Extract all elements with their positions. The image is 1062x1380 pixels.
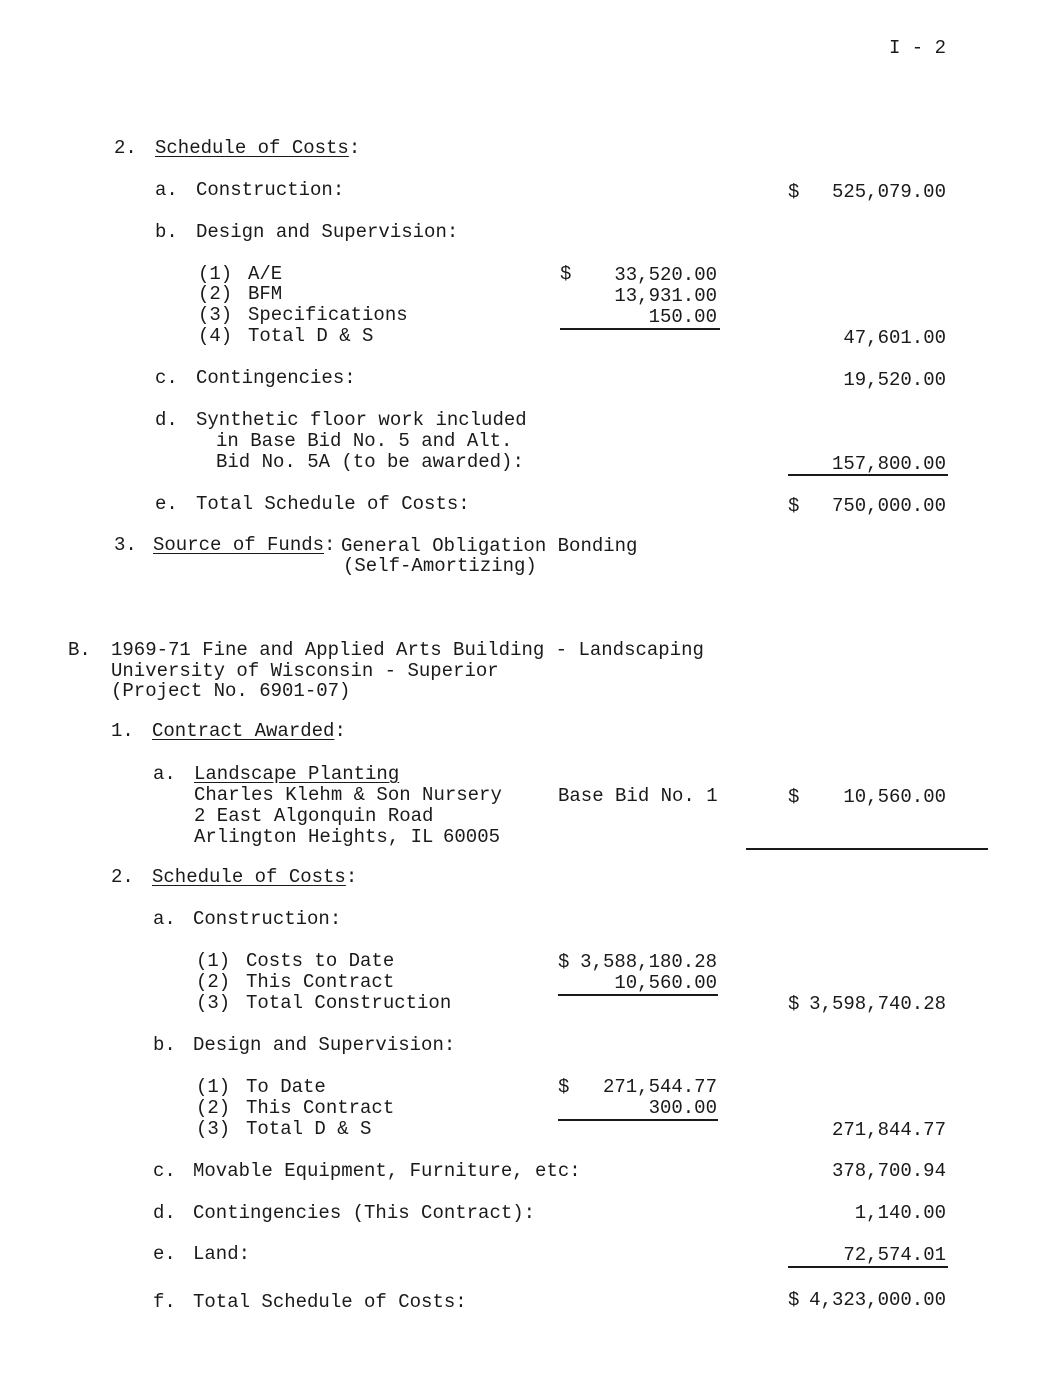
- contract-item-letter: a.: [153, 763, 176, 785]
- equipment-amount: 378,700.94: [831, 1160, 946, 1182]
- construction-item-num: (1): [196, 950, 231, 972]
- design-item-label: To Date: [246, 1076, 326, 1098]
- design-item-label: BFM: [248, 283, 283, 305]
- subtotal-rule: [788, 1266, 948, 1268]
- total-amount: 750,000.00: [831, 495, 946, 517]
- design-item-num: (2): [196, 1097, 231, 1119]
- total-amount: 4,323,000.00: [809, 1289, 946, 1311]
- design-label: Design and Supervision:: [196, 221, 459, 243]
- design-item-label: Specifications: [248, 304, 408, 326]
- synthetic-line: Synthetic floor work included: [196, 409, 527, 431]
- construction-total-amount: 3,598,740.28: [809, 993, 946, 1015]
- design-total-amount: 271,844.77: [831, 1119, 946, 1141]
- contractor-address: 2 East Algonquin Road: [194, 805, 434, 827]
- section-letter: B.: [68, 639, 91, 661]
- contingencies-label: Contingencies:: [196, 367, 356, 389]
- land-label: Land:: [193, 1243, 251, 1265]
- construction-letter: a.: [153, 908, 176, 930]
- construction-item-num: (2): [196, 971, 231, 993]
- construction-item-amount: 10,560.00: [614, 972, 717, 994]
- construction-item-amount: 3,588,180.28: [580, 951, 717, 973]
- total-dollar: $: [788, 1289, 800, 1311]
- design-label: Design and Supervision:: [193, 1034, 456, 1056]
- design-item-num: (3): [196, 1118, 231, 1140]
- total-letter: e.: [155, 493, 178, 515]
- synthetic-line: in Base Bid No. 5 and Alt.: [216, 430, 513, 452]
- schedule-number: 2.: [114, 137, 137, 159]
- design-item-amount: 13,931.00: [614, 285, 717, 307]
- total-letter: f.: [153, 1291, 176, 1313]
- design-item-num: (2): [198, 283, 233, 305]
- construction-item-label: Total Construction: [246, 992, 452, 1014]
- contingencies-letter: c.: [155, 367, 178, 389]
- bid-label: Base Bid No. 1: [558, 785, 718, 807]
- subtotal-rule: [558, 994, 718, 996]
- design-item-label: This Contract: [246, 1097, 395, 1119]
- design-item-amount: 271,544.77: [602, 1076, 717, 1098]
- construction-dollar: $: [788, 181, 800, 203]
- total-dollar: $: [788, 495, 800, 517]
- separator-rule: [746, 848, 988, 850]
- design-item-label: Total D & S: [248, 325, 374, 347]
- synthetic-amount: 157,800.00: [831, 453, 946, 475]
- construction-item-num: (3): [196, 992, 231, 1014]
- funds-heading: Source of Funds:: [153, 534, 336, 556]
- funds-number: 3.: [114, 534, 137, 556]
- design-item-label: Total D & S: [246, 1118, 372, 1140]
- contract-item-title: Landscape Planting: [194, 763, 400, 785]
- design-total-amount: 47,601.00: [843, 327, 946, 349]
- design-item-amount: 300.00: [648, 1097, 717, 1119]
- land-amount: 72,574.01: [843, 1244, 946, 1266]
- page-number: I - 2: [888, 37, 946, 59]
- construction-label: Construction:: [196, 179, 345, 201]
- contingencies-amount: 19,520.00: [843, 369, 946, 391]
- contractor-city: Arlington Heights, IL: [194, 826, 434, 848]
- project-number: (Project No. 6901-07): [111, 680, 351, 702]
- design-item-amount: 150.00: [648, 306, 717, 328]
- subtotal-rule: [560, 328, 720, 330]
- design-item-num: (1): [196, 1076, 231, 1098]
- subtotal-rule: [558, 1119, 718, 1121]
- contract-dollar: $: [788, 786, 800, 808]
- construction-item-label: Costs to Date: [246, 950, 395, 972]
- design-item-label: A/E: [248, 263, 283, 285]
- design-item-num: (3): [198, 304, 233, 326]
- construction-item-label: This Contract: [246, 971, 395, 993]
- contractor-name: Charles Klehm & Son Nursery: [194, 784, 502, 806]
- schedule-heading: Schedule of Costs:: [152, 866, 358, 888]
- equipment-label: Movable Equipment, Furniture, etc:: [193, 1160, 581, 1182]
- total-label: Total Schedule of Costs:: [193, 1291, 467, 1313]
- schedule-number: 2.: [111, 866, 134, 888]
- construction-item-dollar: $: [558, 951, 570, 973]
- design-letter: b.: [153, 1034, 176, 1056]
- total-label: Total Schedule of Costs:: [196, 493, 470, 515]
- synthetic-letter: d.: [155, 409, 178, 431]
- schedule-heading: Schedule of Costs:: [155, 137, 361, 159]
- design-item-amount: 33,520.00: [614, 264, 717, 286]
- equipment-letter: c.: [153, 1160, 176, 1182]
- funds-line: (Self-Amortizing): [343, 555, 537, 577]
- design-item-num: (4): [198, 325, 233, 347]
- design-item-dollar: $: [558, 1076, 570, 1098]
- contingencies-amount: 1,140.00: [854, 1202, 946, 1224]
- contingencies-letter: d.: [153, 1202, 176, 1224]
- construction-amount: 525,079.00: [831, 181, 946, 203]
- construction-letter: a.: [155, 179, 178, 201]
- design-item-dollar: $: [560, 263, 572, 285]
- land-letter: e.: [153, 1243, 176, 1265]
- design-item-num: (1): [198, 263, 233, 285]
- contract-number: 1.: [111, 720, 134, 742]
- contractor-zip: 60005: [443, 826, 501, 848]
- section-subtitle: University of Wisconsin - Superior: [111, 660, 499, 682]
- contract-heading: Contract Awarded:: [152, 720, 346, 742]
- contract-amount: 10,560.00: [843, 786, 946, 808]
- synthetic-line: Bid No. 5A (to be awarded):: [216, 451, 524, 473]
- section-title: 1969-71 Fine and Applied Arts Building - Landscaping: [111, 639, 704, 661]
- design-letter: b.: [155, 221, 178, 243]
- construction-label: Construction:: [193, 908, 342, 930]
- construction-total-dollar: $: [788, 993, 800, 1015]
- funds-line: General Obligation Bonding: [341, 535, 638, 557]
- contingencies-label: Contingencies (This Contract):: [193, 1202, 536, 1224]
